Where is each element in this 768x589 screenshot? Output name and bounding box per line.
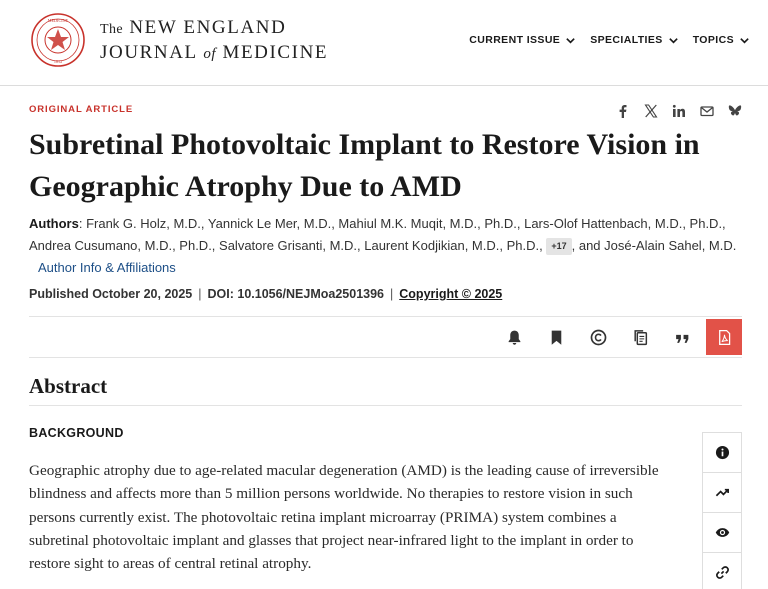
more-authors-button[interactable]: +17	[546, 238, 571, 255]
article-type-label[interactable]: ORIGINAL ARTICLE	[29, 104, 134, 115]
wordmark-the: The	[100, 22, 123, 37]
nav-current-issue[interactable]	[469, 34, 576, 46]
main-nav	[469, 34, 750, 46]
x-icon[interactable]	[644, 104, 658, 118]
copyright-icon	[590, 329, 607, 346]
bell-icon	[506, 329, 523, 346]
linkedin-icon[interactable]	[672, 104, 686, 118]
wordmark-medicine: MEDICINE	[222, 42, 329, 63]
article-title: Subretinal Photovoltaic Implant to Restore Vision in Geographic Atrophy Due to AMD	[29, 128, 700, 203]
background-paragraph: Geographic atrophy due to age-related macular degeneration (AMD) is the leading cause of irreversible blindness and affects more than 5 million persons worldwide. No therapies to restore vision in such persons currently exist. The photovoltaic retina implant microarray (PRIMA) system combines a subretinal photovoltaic implant and glasses that project near-infrared light to the implant in order to restore sight to areas of central retinal atrophy.	[29, 462, 659, 573]
bookmark-icon	[548, 329, 565, 346]
wordmark-of: of	[203, 46, 217, 62]
svg-text:1812: 1812	[53, 59, 63, 64]
link-button[interactable]	[703, 553, 741, 589]
bookmark-button[interactable]	[535, 319, 577, 355]
nejm-seal-logo[interactable]	[31, 13, 85, 67]
alert-button[interactable]	[493, 319, 535, 355]
doi: DOI: 10.1056/NEJMoa2501396	[207, 287, 385, 301]
copy-icon	[632, 329, 649, 346]
wordmark-journal: JOURNAL	[100, 42, 198, 63]
svg-text:MEDICINE: MEDICINE	[47, 18, 69, 23]
chevron-down-icon	[668, 35, 679, 46]
metrics-button[interactable]	[703, 473, 741, 513]
facebook-icon[interactable]	[616, 104, 630, 118]
trending-icon	[715, 485, 730, 500]
pdf-icon	[716, 329, 733, 346]
nav-specialties-label: SPECIALTIES	[590, 34, 663, 46]
authors-block	[29, 213, 744, 279]
published-date: Published October 20, 2025	[29, 287, 193, 301]
divider	[29, 405, 742, 406]
chevron-down-icon	[739, 35, 750, 46]
link-icon	[715, 565, 730, 580]
nav-specialties[interactable]	[590, 34, 678, 46]
authors-label: Authors	[29, 216, 79, 231]
authors-list: : Frank G. Holz, M.D., Yannick Le Mer, M.D., Mahiul M.K. Muqit, M.D., Ph.D., Lars-Olof Hattenbach, M.D., Ph.D., Andrea Cusumano, M.D., Ph.D., Salvatore Grisanti, M.D., Laurent Kodjikian, M.D., Ph.D.,	[29, 216, 726, 253]
side-rail	[702, 432, 742, 589]
info-button[interactable]	[703, 433, 741, 473]
last-author: , and José-Alain Sahel, M.D.	[571, 238, 737, 253]
quote-icon	[674, 329, 691, 346]
cite-button[interactable]	[661, 319, 703, 355]
share-bar	[616, 104, 742, 118]
bluesky-icon[interactable]	[728, 104, 742, 118]
chevron-down-icon	[565, 35, 576, 46]
nav-topics[interactable]	[693, 34, 750, 46]
wordmark-new-england: NEW ENGLAND	[129, 17, 287, 38]
nav-current-issue-label: CURRENT ISSUE	[469, 34, 561, 46]
copyright-link[interactable]: Copyright © 2025	[399, 287, 503, 301]
journal-wordmark[interactable]	[100, 17, 328, 65]
separator: |	[198, 287, 202, 301]
permissions-button[interactable]	[577, 319, 619, 355]
nav-topics-label: TOPICS	[692, 34, 734, 46]
eye-icon	[715, 525, 730, 540]
view-button[interactable]	[703, 513, 741, 553]
site-header	[0, 0, 768, 86]
email-icon[interactable]	[700, 104, 714, 118]
publication-info	[29, 287, 502, 301]
pdf-download-button[interactable]	[706, 319, 742, 355]
separator: |	[390, 287, 394, 301]
author-affiliations-link[interactable]: Author Info & Affiliations	[38, 260, 176, 275]
background-heading: BACKGROUND	[29, 426, 124, 440]
copy-button[interactable]	[619, 319, 661, 355]
article-toolbar	[29, 316, 742, 358]
info-icon	[715, 445, 730, 460]
abstract-heading: Abstract	[29, 374, 108, 398]
